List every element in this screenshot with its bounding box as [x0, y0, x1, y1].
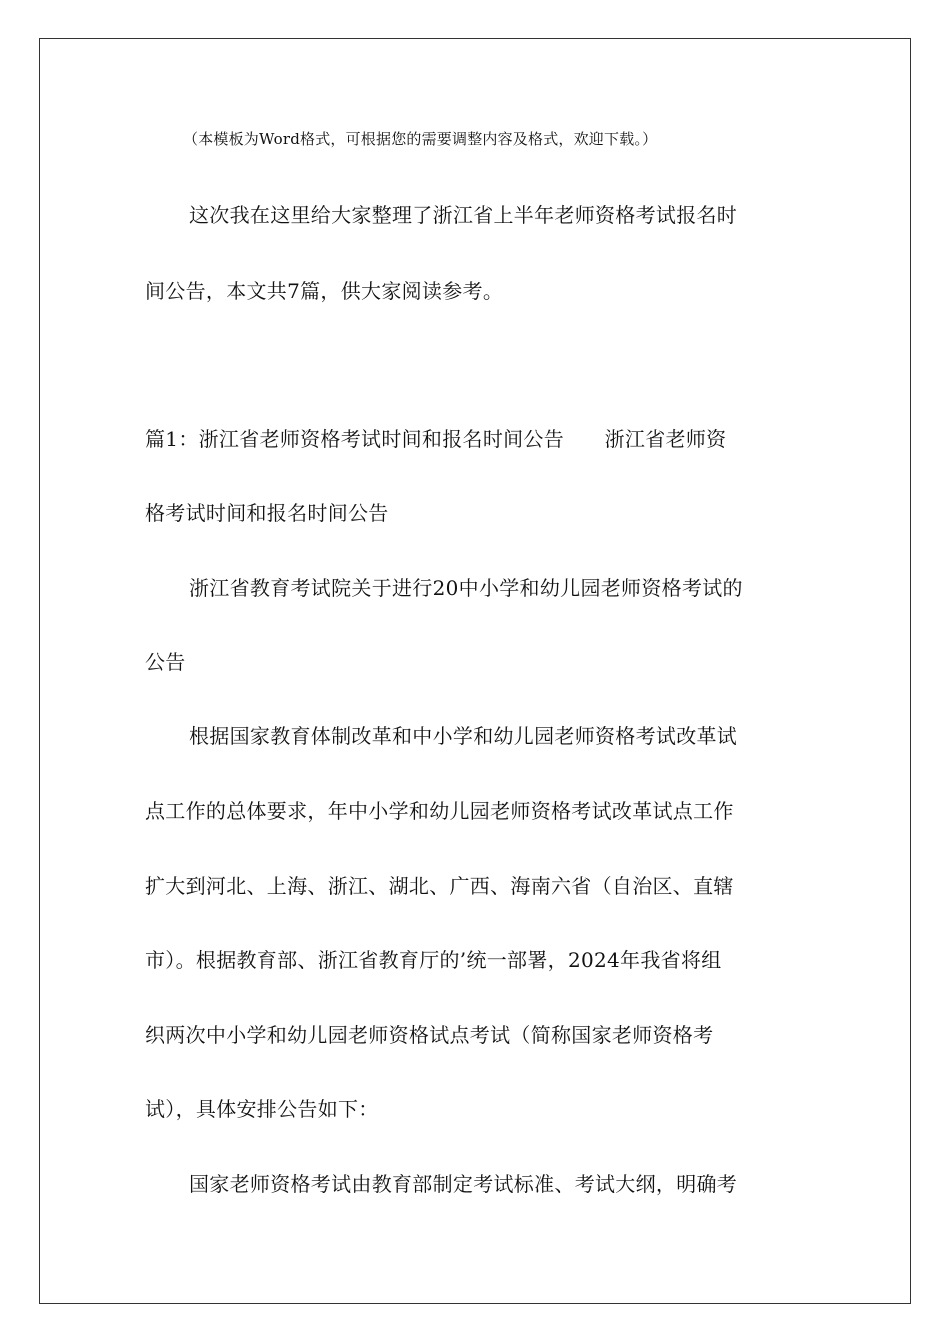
- paragraph-1-line-6: 试），具体安排公告如下：: [145, 1097, 379, 1121]
- paragraph-1-line-4: 市）。根据教育部、浙江省教育厅的’统一部署，2024年我省将组: [145, 948, 722, 972]
- notice-title-line-2: 公告: [145, 650, 186, 674]
- chapter-title-line-2: 格考试时间和报名时间公告: [145, 501, 389, 525]
- paragraph-1-line-2: 点工作的总体要求，年中小学和幼儿园老师资格考试改革试点工作: [145, 799, 734, 823]
- template-note: （本模板为Word格式，可根据您的需要调整内容及格式，欢迎下载。）: [183, 130, 658, 148]
- paragraph-2-line-1: 国家老师资格考试由教育部制定考试标准、考试大纲，明确考: [189, 1172, 738, 1196]
- notice-title-line-1: 浙江省教育考试院关于进行20中小学和幼儿园老师资格考试的: [189, 576, 743, 600]
- intro-line-1: 这次我在这里给大家整理了浙江省上半年老师资格考试报名时: [189, 203, 738, 227]
- intro-line-2: 间公告，本文共7篇，供大家阅读参考。: [145, 279, 504, 303]
- paragraph-1-line-1: 根据国家教育体制改革和中小学和幼儿园老师资格考试改革试: [189, 724, 738, 748]
- paragraph-1-line-5: 织两次中小学和幼儿园老师资格试点考试（简称国家老师资格考: [145, 1023, 714, 1047]
- paragraph-1-line-3: 扩大到河北、上海、浙江、湖北、广西、海南六省（自治区、直辖: [145, 874, 734, 898]
- chapter-title-line-1: 篇1：浙江省老师资格考试时间和报名时间公告 浙江省老师资: [145, 427, 727, 451]
